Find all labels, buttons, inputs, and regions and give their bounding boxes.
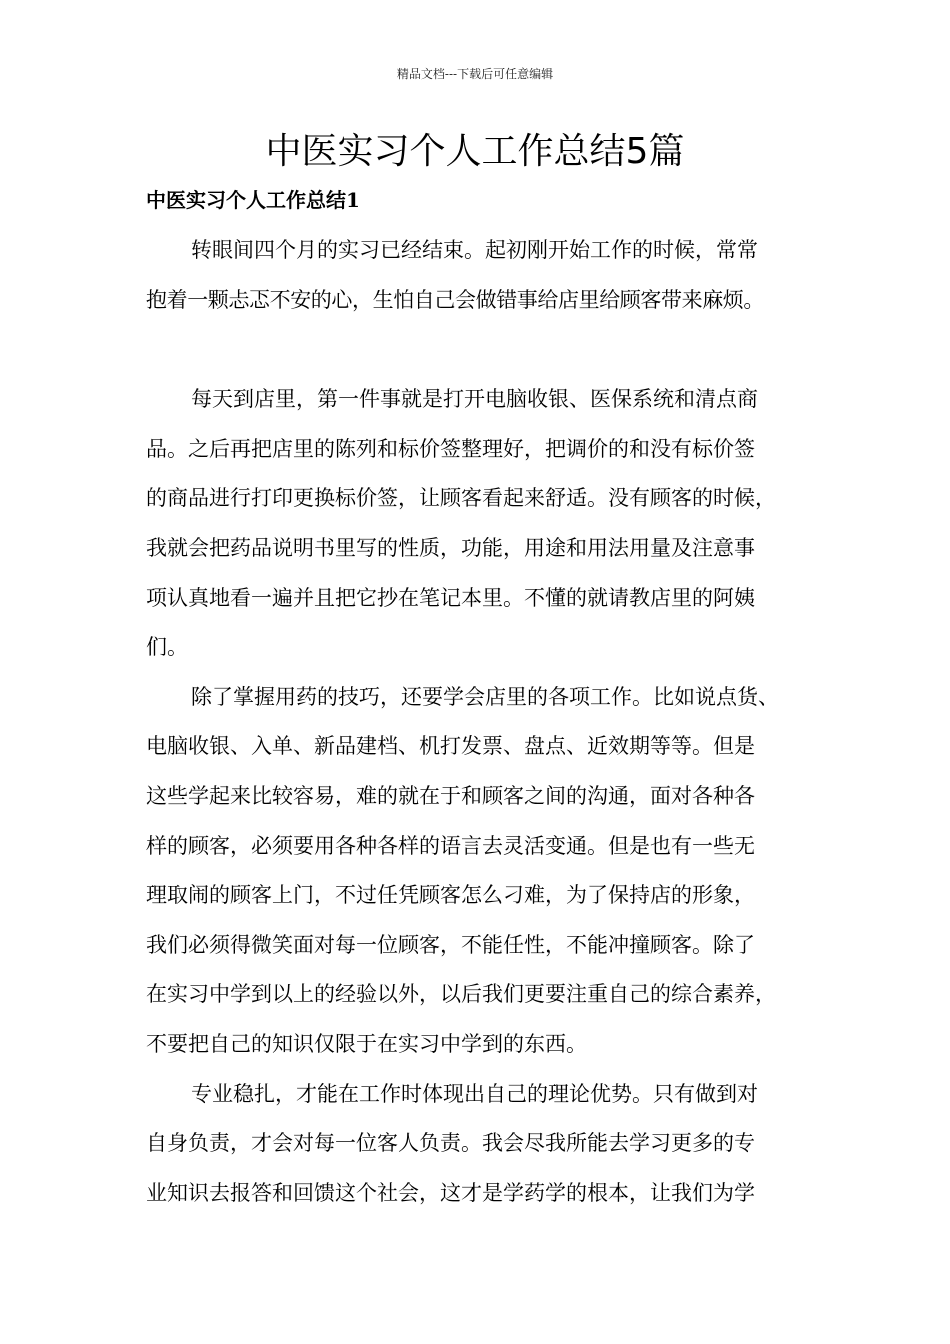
paragraph-line: 品。之后再把店里的陈列和标价签整理好，把调价的和没有标价签 xyxy=(146,436,755,461)
paragraph-line: 电脑收银、入单、新品建档、机打发票、盘点、近效期等等。但是 xyxy=(146,734,755,759)
document-title: 中医实习个人工作总结5篇 xyxy=(265,131,685,172)
paragraph-2 xyxy=(146,375,830,673)
paragraph-line: 专业稳扎，才能在工作时体现出自己的理论优势。只有做到对 xyxy=(191,1081,758,1106)
paragraph-line: 们。 xyxy=(146,635,188,660)
paragraph-line: 这些学起来比较容易，难的就在于和顾客之间的沟通，面对各种各 xyxy=(146,783,755,808)
paragraph-line: 样的顾客，必须要用各种各样的语言去灵活变通。但是也有一些无 xyxy=(146,833,755,858)
paragraph-4 xyxy=(146,1070,830,1219)
section-heading: 中医实习个人工作总结1 xyxy=(146,188,360,212)
paragraph-1 xyxy=(146,226,830,325)
paragraph-line: 我就会把药品说明书里写的性质，功能，用途和用法用量及注意事 xyxy=(146,535,755,560)
paragraph-line: 转眼间四个月的实习已经结束。起初刚开始工作的时候，常常 xyxy=(191,238,758,262)
paragraph-line: 理取闹的顾客上门，不过任凭顾客怎么刁难，为了保持店的形象， xyxy=(146,883,755,908)
paragraph-spacer xyxy=(146,325,830,375)
paragraph-line: 自身负责，才会对每一位客人负责。我会尽我所能去学习更多的专 xyxy=(146,1131,755,1156)
paragraph-line: 的商品进行打印更换标价签，让顾客看起来舒适。没有顾客的时候， xyxy=(146,486,776,511)
paragraph-line: 业知识去报答和回馈这个社会，这才是学药学的根本，让我们为学 xyxy=(146,1180,755,1205)
paragraph-line: 除了掌握用药的技巧，还要学会店里的各项工作。比如说点货、 xyxy=(191,684,779,709)
paragraph-line: 项认真地看一遍并且把它抄在笔记本里。不懂的就请教店里的阿姨 xyxy=(146,585,755,610)
paragraph-line: 抱着一颗忐忑不安的心，生怕自己会做错事给店里给顾客带来麻烦。 xyxy=(146,287,764,312)
document-body xyxy=(146,226,830,1218)
paragraph-line: 不要把自己的知识仅限于在实习中学到的东西。 xyxy=(146,1031,587,1056)
header-note: 精品文档---下载后可任意编辑 xyxy=(396,67,554,81)
paragraph-line: 在实习中学到以上的经验以外，以后我们更要注重自己的综合素养， xyxy=(146,982,776,1007)
paragraph-line: 每天到店里，第一件事就是打开电脑收银、医保系统和清点商 xyxy=(191,387,758,412)
paragraph-line: 我们必须得微笑面对每一位顾客，不能任性，不能冲撞顾客。除了 xyxy=(146,932,755,957)
paragraph-3 xyxy=(146,673,830,1070)
